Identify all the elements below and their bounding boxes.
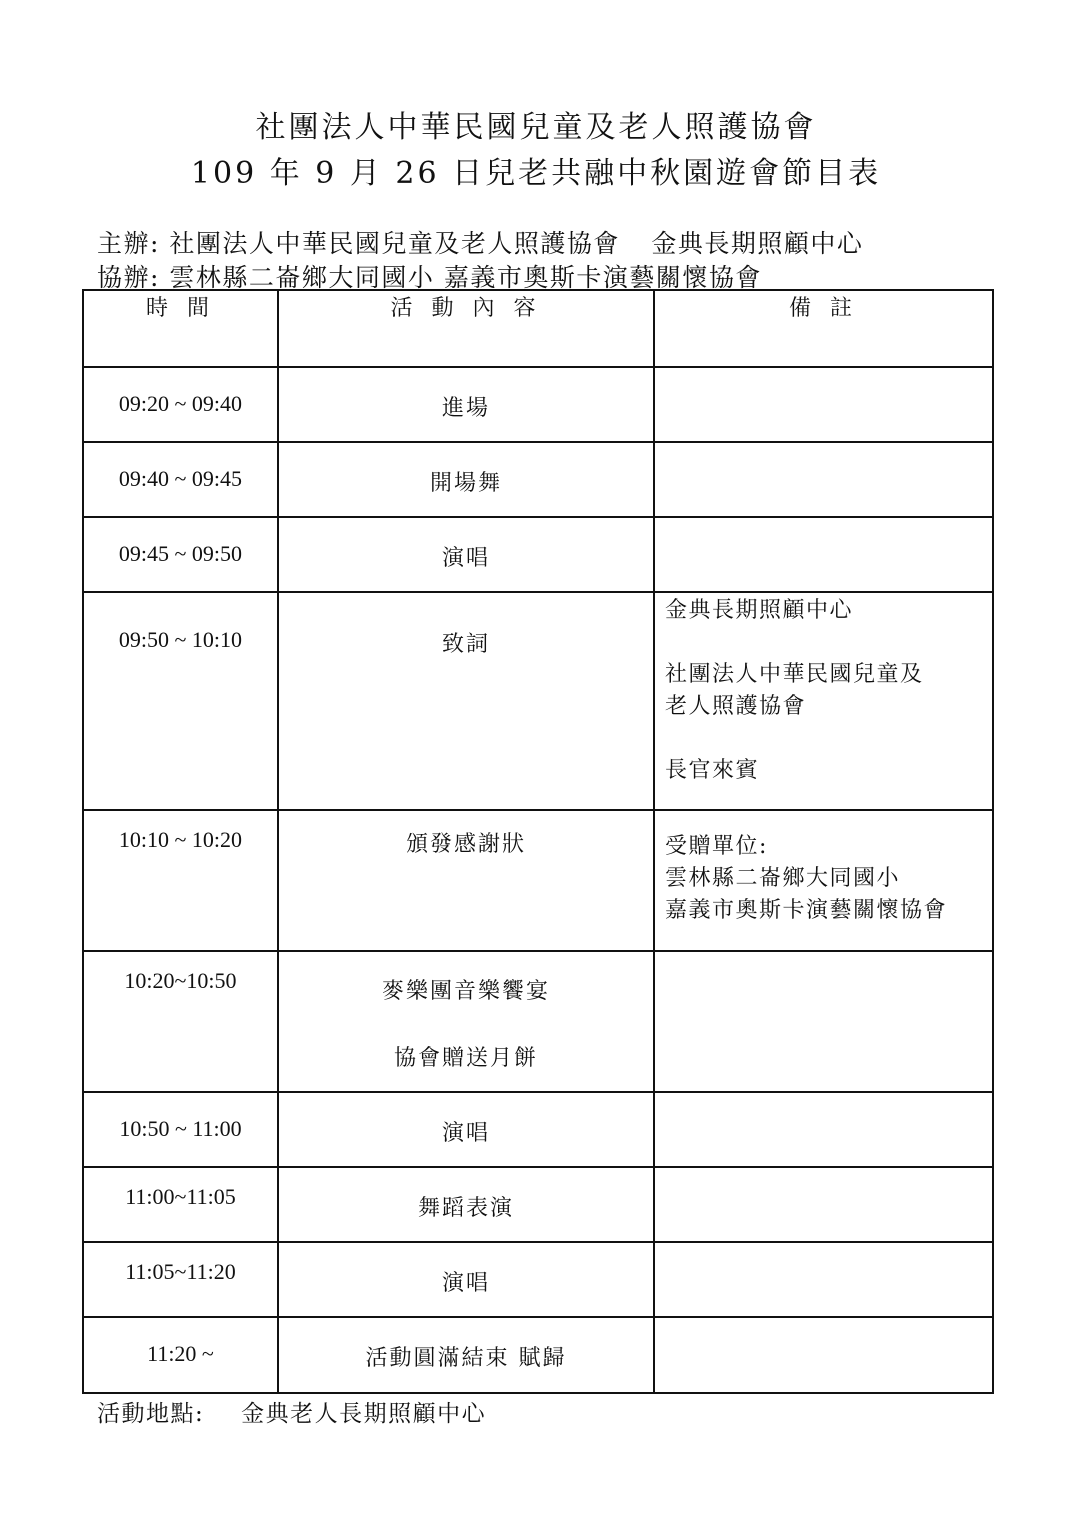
notes-cell: [654, 951, 993, 1092]
notes-cell: [654, 517, 993, 592]
table-row: [83, 592, 993, 810]
time-cell: 11:20 ~: [83, 1317, 278, 1393]
activity-cell: [278, 442, 654, 517]
table-row: [83, 1317, 993, 1393]
event-location: [97, 1395, 486, 1428]
table-row: [83, 951, 993, 1092]
note-line: 社團法人中華民國兒童及: [665, 662, 924, 687]
header-time: 時 間: [83, 290, 278, 367]
location-label: 活動地點:: [97, 1401, 205, 1427]
note-line: 長官來賓: [665, 758, 760, 783]
activity-cell: [278, 1167, 654, 1242]
notes-cell: [654, 442, 993, 517]
activity-cell: [278, 1317, 654, 1393]
notes-cell: [654, 1242, 993, 1317]
time-cell: 09:40 ~ 09:45: [83, 442, 278, 517]
document-subtitle: 109 年 9 月 26 日兒老共融中秋園遊會節目表: [190, 156, 882, 191]
time-cell: 11:05~11:20: [83, 1242, 278, 1317]
activity-text: 開場舞: [429, 471, 502, 496]
time-cell: 10:20~10:50: [83, 951, 278, 1092]
table-header-row: [83, 290, 993, 367]
note-line: 受贈單位:: [665, 834, 768, 859]
time-cell: 09:45 ~ 09:50: [83, 517, 278, 592]
time-cell: 11:00~11:05: [83, 1167, 278, 1242]
activity-cell: [278, 592, 654, 810]
host-organization-1: 社團法人中華民國兒童及老人照護協會: [169, 229, 620, 258]
table-row: [83, 1167, 993, 1242]
activity-text: 致詞: [441, 632, 490, 657]
activity-text: 活動圓滿結束 賦歸: [365, 1346, 567, 1371]
activity-text: 演唱: [441, 1271, 490, 1296]
host-label: 主辦:: [97, 229, 160, 258]
activity-cell: [278, 517, 654, 592]
activity-cell: [278, 810, 654, 951]
table-row: [83, 810, 993, 951]
notes-cell: [654, 1167, 993, 1242]
notes-cell: [654, 1317, 993, 1393]
time-cell: 09:20 ~ 09:40: [83, 367, 278, 442]
notes-cell: [654, 592, 993, 810]
activity-cell: [278, 1092, 654, 1167]
note-line: 老人照護協會: [665, 694, 807, 719]
host-organizers: [97, 224, 863, 260]
host-organization-2: 金典長期照顧中心: [651, 229, 864, 258]
table-row: [83, 367, 993, 442]
notes-cell: [654, 810, 993, 951]
note-line: 嘉義市奧斯卡演藝關懷協會: [665, 898, 948, 923]
table-row: [83, 1242, 993, 1317]
activity-text: 協會贈送月餅: [393, 1046, 538, 1071]
co-label: 協辦:: [97, 263, 160, 292]
activity-cell: [278, 1242, 654, 1317]
document-title: 社團法人中華民國兒童及老人照護協會: [255, 110, 817, 145]
header-notes: 備 註: [654, 290, 993, 367]
co-organization-2: 嘉義市奧斯卡演藝關懷協會: [443, 263, 762, 292]
activity-text: 演唱: [441, 546, 490, 571]
location-value: 金典老人長期照顧中心: [241, 1401, 487, 1427]
notes-cell: [654, 367, 993, 442]
time-cell: 10:50 ~ 11:00: [83, 1092, 278, 1167]
activity-text: 頒發感謝狀: [405, 832, 526, 857]
activity-cell: [278, 367, 654, 442]
time-cell: 10:10 ~ 10:20: [83, 810, 278, 951]
activity-text: 演唱: [441, 1121, 490, 1146]
activity-text: 麥樂團音樂饗宴: [381, 979, 550, 1004]
activity-cell: [278, 951, 654, 1092]
activity-text: 舞蹈表演: [417, 1196, 514, 1221]
note-line: 雲林縣二崙鄉大同國小: [665, 866, 901, 891]
table-row: [83, 517, 993, 592]
co-organization-1: 雲林縣二崙鄉大同國小: [169, 263, 435, 292]
notes-cell: [654, 1092, 993, 1167]
header-activity: 活 動 內 容: [278, 290, 654, 367]
activity-text: 進場: [441, 396, 490, 421]
note-line: 金典長期照顧中心: [665, 598, 854, 623]
table-row: [83, 1092, 993, 1167]
schedule-table: [82, 289, 994, 1394]
table-row: [83, 442, 993, 517]
time-cell: 09:50 ~ 10:10: [83, 592, 278, 810]
